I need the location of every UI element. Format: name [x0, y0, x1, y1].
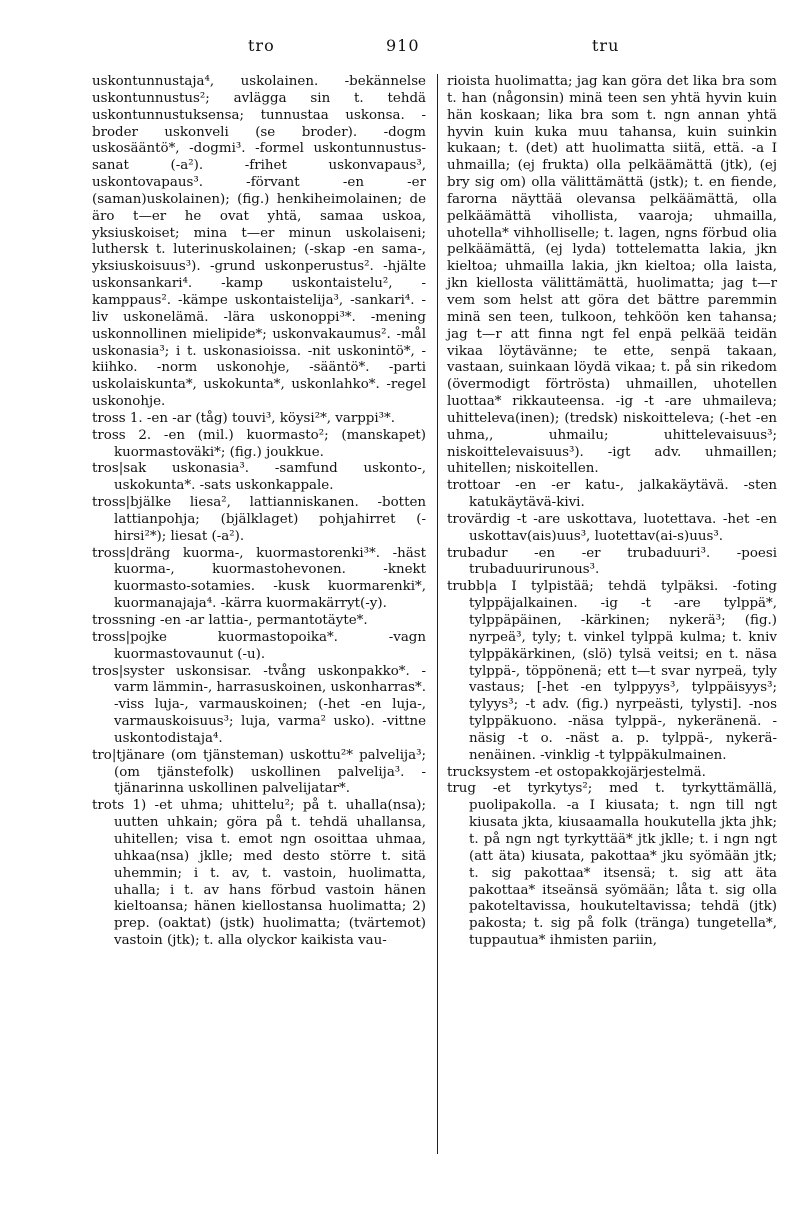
- dictionary-entry: rioista huolimatta; jag kan göra det lika bra som t. han (någonsin) minä teen sen yhtä hyvin kuin hän koskaan; lika bra som t. ngn annan yhtä hyvin kuin kuka muu tahansa, kuin suinkin kukaan; t. (det) att huolimatta siitä, että. -a I uhmailla; (ej frukta) olla pelkäämättä (jtk), (ej bry sig om) olla välittämättä (jstk); t. en fiende, farorna näyttää olevansa pelkäämättä, olla pelkäämättä vihollista, vaaroja; uhmailla, uhotella* vihholliselle; t. lagen, ngns förbud olia pelkäämättä, (ej lyda) tottelematta lakia, jkn kieltoa; uhmailla lakia, jkn kieltoa; olla laista, jkn kiellosta välittämättä, huolimatta; jag t—r vem som helst att göra det bättre paremmin minä sen teen, tulkoon, tehköön ken tahansa; jag t—r att finna ngt fel enpä pelkää teidän vikaa löytävänne; te ette, senpä takaan, vastaan, suinkaan löydä vikaa; t. på sin rikedom (övermodigt förtrösta) uhmaillen, uhotellen luottaa* rikkauteensa. -ig -t -are uhmaileva; uhitteleva(inen); (tredsk) niskoitteleva; (-het -en uhma,, uhmailu; uhittelevaisuus³; niskoittelevaisuus³). -igt adv. uhmaillen; uhitellen; niskoitellen.: [447, 74, 777, 477]
- dictionary-entry: tro|tjänare (om tjänsteman) uskottu²* palvelija³; (om tjänstefolk) uskollinen palvelija³. -tjänarinna uskollinen palvelijatar*.: [92, 747, 426, 797]
- left-column: [92, 74, 426, 950]
- dictionary-entry: tross|dräng kuorma-, kuormastorenki³*. -häst kuorma-, kuormastohevonen. -knekt kuormasto-sotamies. -kusk kuormarenki*, kuormanajaja⁴. -kärra kuormakärryt(-y).: [92, 545, 426, 612]
- dictionary-entry: tros|syster uskonsisar. -tvång uskonpakko*. -varm lämmin-, harrasuskoinen, uskonharras*. -viss luja-, varmauskoinen; (-het -en luja-, varmauskoisuus³; luja, varma² usko). -vittne uskontodistaja⁴.: [92, 663, 426, 746]
- dictionary-entry: tross 1. -en -ar (tåg) touvi³, köysi²*, varppi³*.: [92, 410, 395, 426]
- dictionary-entry: trossning -en -ar lattia-, permantotäyte*.: [92, 613, 368, 628]
- dictionary-entry: tross|pojke kuormastopoika*. -vagn kuormastovaunut (-u).: [92, 629, 426, 662]
- right-guide-word: tru: [592, 36, 620, 55]
- dictionary-entry: tross 2. -en (mil.) kuormasto²; (manskapet) kuormastoväki*; (fig.) joukkue.: [92, 427, 426, 460]
- dictionary-entry: trucksystem -et ostopakkojärjestelmä.: [447, 764, 706, 780]
- dictionary-entry: uskontunnustaja⁴, uskolainen. -bekännelse uskontunnustus²; avlägga sin t. tehdä uskontunnustuksensa; tunnustaa uskonsa. -broder uskonveli (se broder). -dogm uskosääntö*, -dogmi³. -formel uskontunnustus-sanat (-a²). -frihet uskonvapaus³, uskontovapaus³. -förvant -en -er (saman)uskolainen); (fig.) henkiheimolainen; de äro t—er he ovat yhtä, samaa uskoa, yksiuskoiset; mina t—er minun uskolaiseni; luthersk t. luterinuskolainen; (-skap -en sama-, yksiuskoisuus³). -grund uskonperustus². -hjälte uskonsankari⁴. -kamp uskontaistelu², -kamppaus². -kämpe uskontaistelija³, -sankari⁴. -liv uskonelämä. -lära uskonoppi³*. -mening uskonnollinen mielipide*; uskonvakaumus². -mål uskonasia³; i t. uskonasioissa. -nit uskonintö*, -kiihko. -norm uskonohje, -sääntö*. -parti uskolaiskunta*, uskokunta*, uskonlahko*. -regel uskonohje.: [92, 74, 426, 410]
- dictionary-entry: trovärdig -t -are uskottava, luotettava. -het -en uskottav(ais)uus³, luotettav(ai-s)uus³.: [447, 511, 777, 544]
- left-guide-word: tro: [248, 36, 275, 55]
- dictionary-entry: trubadur -en -er trubaduuri³. -poesi trubaduurirunous³.: [447, 545, 777, 578]
- page-header: [0, 36, 800, 60]
- right-column: [447, 74, 777, 950]
- dictionary-entry: trottoar -en -er katu-, jalkakäytävä. -sten katukäytävä-kivi.: [447, 478, 777, 511]
- page-number: 910: [386, 36, 420, 55]
- dictionary-entry: tross|bjälke liesa², lattianniskanen. -botten lattianpohja; (bjälklaget) pohjahirret (-hirsi²*); liesat (-a²).: [92, 495, 426, 544]
- dictionary-entry: trubb|a I tylpistää; tehdä tylpäksi. -foting tylppäjalkainen. -ig -t -are tylppä*, tylppäpäinen, -kärkinen; nykerä³; (fig.) nyrpeä³, tyly; t. vinkel tylppä kulma; t. kniv tylppäkärkinen, (slö) tylsä veitsi; en t. näsa tylppä-, töppönenä; ett t—t svar nyrpeä, tyly vastaus; [-het -en tylppyys³, tylppäisyys³; tylyys³; -t adv. (fig.) nyrpeästi, tylysti]. -nos tylppäkuono. -näsa tylppä-, nykeränenä. -näsig -t o. -näst a. p. tylppä-, nykerä-nenäinen. -vinklig -t tylppäkulmainen.: [447, 579, 777, 763]
- column-divider: [437, 74, 438, 1154]
- dictionary-entry: trots 1) -et uhma; uhittelu²; på t. uhalla(nsa); uutten uhkain; göra på t. tehdä uhallansa, uhitellen; visa t. emot ngn osoittaa uhmaa, uhkaa(nsa) jklle; med desto större t. sitä uhemmin; i t. av, t. vastoin, huolimatta, uhalla; i t. av hans förbud vastoin hänen kieltoansa; hänen kiellostansa huolimatta; 2) prep. (oaktat) (jstk) huolimatta; (tvärtemot) vastoin (jtk); t. alla olyckor kaikista vau-: [92, 798, 426, 949]
- dictionary-entry: trug -et tyrkytys²; med t. tyrkyttämällä, puolipakolla. -a I kiusata; t. ngn till ngt kiusata jkta, kiusaamalla houkutella jkta jhk; t. på ngn ngt tyrkyttää* jtk jklle; t. i ngn ngt (att äta) kiusata, pakottaa* jku syömään jtk; t. sig pakottaa* itsensä; t. sig att äta pakottaa* itseänsä syömään; låta t. sig olla pakoteltavissa, houkuteltavissa; tehdä (jtk) pakosta; t. sig på folk (tränga) tungetella*, tuppautua* ihmisten pariin,: [447, 781, 777, 949]
- dictionary-entry: tros|sak uskonasia³. -samfund uskonto-, uskokunta*. -sats uskonkappale.: [92, 461, 426, 494]
